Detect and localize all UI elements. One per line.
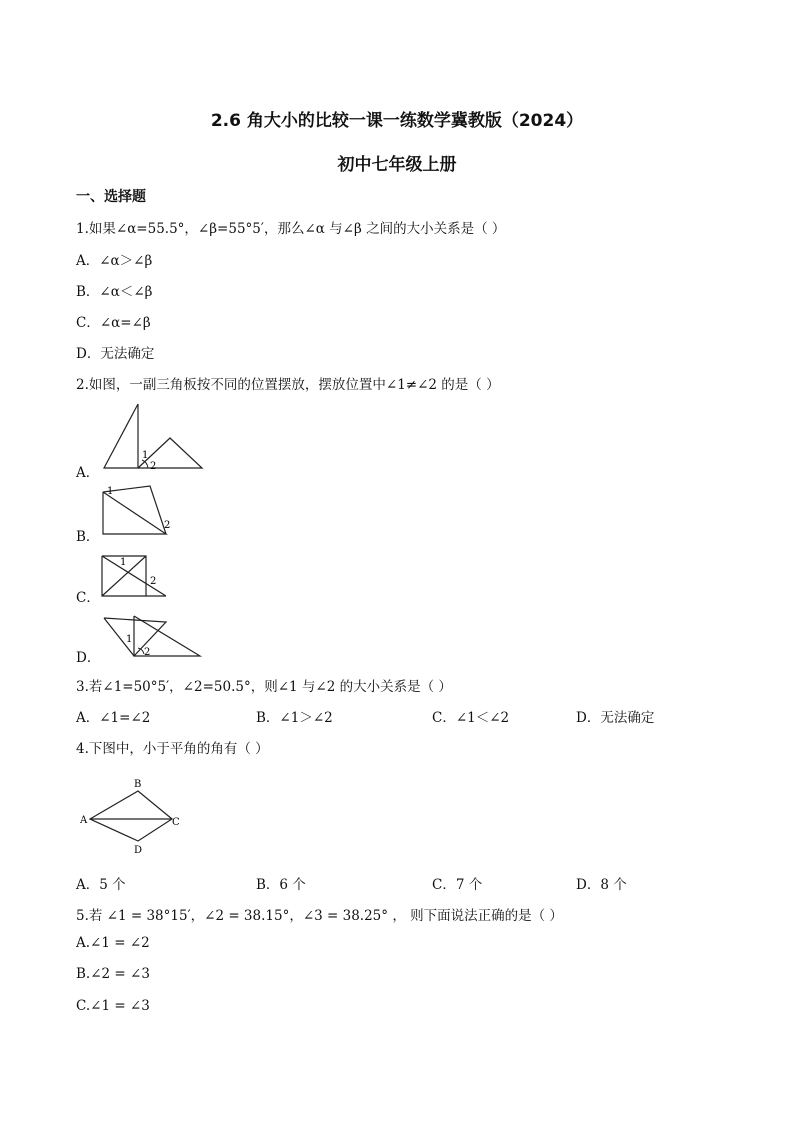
q2d-label-1: 1 <box>126 634 133 645</box>
q5-option-c[interactable]: C.∠1 = ∠3 <box>76 998 150 1014</box>
q2c-label-1: 1 <box>120 557 127 568</box>
q3-options <box>76 706 716 726</box>
page-subtitle: 初中七年级上册 <box>337 155 457 175</box>
q2a-label-2: 2 <box>150 461 157 472</box>
q2b-label-1: 1 <box>107 486 114 497</box>
q4-option-b[interactable]: B．6 个 <box>256 877 306 893</box>
q3-option-d[interactable]: D．无法确定 <box>576 710 655 726</box>
q2-figure-c <box>98 550 170 600</box>
q1-stem: 1.如果∠α=55.5°，∠β=55°5′，那么∠α 与∠β 之间的大小关系是（ ） <box>76 221 506 237</box>
q5-option-b[interactable]: B.∠2 = ∠3 <box>76 966 150 982</box>
q2c-label-2: 2 <box>150 576 157 587</box>
q4-point-c: C <box>172 817 180 828</box>
q2-figure-d <box>98 612 208 662</box>
q1-option-c[interactable]: C．∠α=∠β <box>76 315 151 331</box>
q4-point-b: B <box>134 779 142 790</box>
q4-option-a[interactable]: A．5 个 <box>76 877 126 893</box>
q4-stem: 4.下图中，小于平角的角有（ ） <box>76 741 269 757</box>
q3-option-b[interactable]: B．∠1＞∠2 <box>256 710 333 726</box>
q1-option-a[interactable]: A．∠α＞∠β <box>76 253 153 269</box>
q4-figure <box>76 775 186 859</box>
q2-stem: 2.如图，一副三角板按不同的位置摆放，摆放位置中∠1≠∠2 的是（ ） <box>76 377 500 393</box>
section-heading: 一、选择题 <box>76 189 146 205</box>
q4-point-a: A <box>80 815 88 826</box>
q4-option-d[interactable]: D．8 个 <box>576 877 627 893</box>
q1-option-b[interactable]: B．∠α＜∠β <box>76 284 153 300</box>
q2d-label-2: 2 <box>144 647 151 658</box>
q2-option-a[interactable]: A． <box>76 465 100 481</box>
q3-option-a[interactable]: A．∠1=∠2 <box>76 710 151 726</box>
q5-stem: 5.若 ∠1 = 38°15′，∠2 = 38.15°，∠3 = 38.25° ， 则下面说法正确的是（ ） <box>76 908 563 924</box>
q1-option-d[interactable]: D．无法确定 <box>76 346 155 362</box>
q2a-label-1: 1 <box>142 450 149 461</box>
q4-point-d: D <box>134 845 143 856</box>
q4-option-c[interactable]: C．7 个 <box>432 877 483 893</box>
q2-figure-a <box>98 400 208 474</box>
q2-option-d[interactable]: D． <box>76 650 101 666</box>
q2-option-c[interactable]: C． <box>76 590 100 606</box>
q3-option-c[interactable]: C．∠1＜∠2 <box>432 710 510 726</box>
q2b-label-2: 2 <box>164 520 171 531</box>
q3-stem: 3.若∠1=50°5′，∠2=50.5°，则∠1 与∠2 的大小关系是（ ） <box>76 679 452 695</box>
page-title: 2.6 角大小的比较一课一练数学冀教版（2024） <box>210 111 584 131</box>
q4-options <box>76 873 716 893</box>
q5-option-a[interactable]: A.∠1 = ∠2 <box>76 935 150 951</box>
q2-figure-b <box>98 482 178 540</box>
q2-option-b[interactable]: B． <box>76 529 100 545</box>
